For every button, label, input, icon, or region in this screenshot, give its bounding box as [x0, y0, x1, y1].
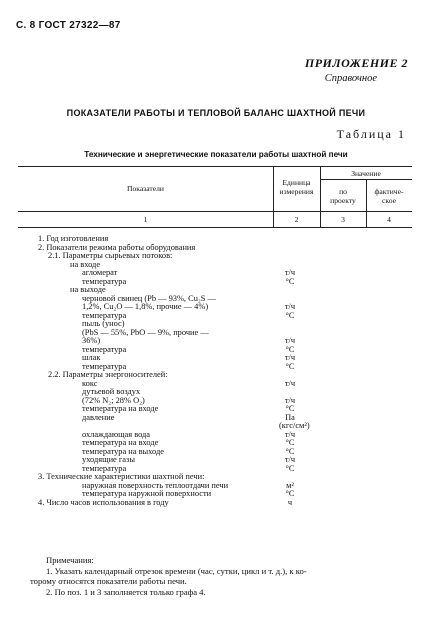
row-label: наружная поверхность теплоотдачи печи [82, 480, 229, 490]
table-row [0, 278, 432, 287]
table-row [0, 354, 432, 363]
table-row [0, 252, 432, 261]
row-unit: т/ч [284, 378, 296, 388]
page-header: С. 8 ГОСТ 27322—87 [16, 20, 121, 31]
row-label: черновой свинец (Pb — 93%, Cu₂S — [82, 293, 216, 303]
row-unit: т/ч [284, 336, 296, 345]
document-title: ПОКАЗАТЕЛИ РАБОТЫ И ТЕПЛОВОЙ БАЛАНС ШАХТНОЙ ПЕЧИ [66, 108, 366, 118]
row-label: температура [82, 310, 127, 320]
header-value-group: Значение [351, 169, 381, 178]
row-unit: °С [285, 276, 295, 286]
table-row [0, 482, 432, 491]
table-header [18, 166, 412, 228]
header-project-line2: проекту [330, 196, 356, 205]
row-label: уходящие газы [82, 455, 135, 464]
row-unit: °С [285, 310, 295, 320]
row-label: 2.2. Параметры энергоносителей: [48, 370, 168, 379]
header-unit-line1: Единица [282, 178, 311, 187]
column-number: 4 [387, 215, 391, 224]
row-unit: °С [285, 463, 295, 473]
header-actual-line2: ское [382, 196, 396, 205]
row-label: (72% N₂; 28% O₂) [82, 395, 145, 405]
row-unit: °С [285, 404, 295, 413]
row-unit: °С [285, 446, 295, 456]
row-label: агломерат [82, 268, 118, 277]
header-actual-line1: фактиче- [374, 187, 404, 196]
note-1-line1: 1. Указать календарный отрезок времени (час, сутки, цикл и т. д.), к ко- [46, 566, 307, 576]
row-label: температура на выходе [82, 446, 164, 456]
row-label: 2.1. Параметры сырьевых потоков: [48, 251, 173, 260]
row-label: давление [82, 412, 115, 422]
row-unit: (кгс/см²) [279, 421, 310, 430]
row-unit: т/ч [284, 353, 296, 362]
column-number: 3 [341, 215, 345, 224]
table-body [0, 235, 432, 507]
table-row [0, 312, 432, 321]
row-unit: °С [285, 489, 295, 498]
header-project [320, 187, 366, 205]
table-caption: Технические и энергетические показатели работы шахтной печи [84, 150, 348, 159]
table-row [0, 499, 432, 508]
table-row [0, 405, 432, 414]
row-label: температура [82, 344, 127, 354]
table-row [0, 329, 432, 338]
table-row [0, 303, 432, 312]
table-label: Таблица 1 [336, 127, 406, 141]
row-label: 1. Год изготовления [38, 234, 109, 243]
table-row [0, 397, 432, 406]
table-row [0, 286, 432, 295]
header-unit-line2: измерения [279, 187, 314, 196]
row-label: на выходе [70, 285, 106, 294]
row-unit: °С [285, 438, 295, 447]
row-label: температура на входе [82, 438, 159, 447]
row-label: дутьевой воздух [82, 387, 141, 396]
row-label: 36%) [82, 336, 101, 345]
row-label: 2. Показатели режима работы оборудования [38, 242, 196, 252]
table-row [0, 422, 432, 431]
note-1-line2: торому относятся показатели работы печи. [30, 576, 187, 586]
header-unit [273, 178, 320, 196]
appendix-subtitle: Справочное [324, 73, 377, 84]
row-label: 4. Число часов использования в году [38, 497, 169, 507]
row-label: (PbS — 55%, PbO — 9%, прочие — [82, 327, 209, 337]
row-unit: Па [285, 412, 295, 422]
table-row [0, 431, 432, 440]
note-2: 2. По поз. 1 и 3 заполняется только графа 4. [46, 587, 206, 597]
table-row [0, 448, 432, 457]
table-row [0, 371, 432, 380]
row-label: температура [82, 463, 127, 473]
table-row [0, 261, 432, 270]
row-label: охлаждающая вода [82, 429, 151, 439]
row-unit: т/ч [284, 302, 296, 311]
row-unit: м² [286, 480, 294, 490]
row-unit: т/ч [284, 395, 296, 405]
header-actual [366, 187, 412, 205]
table-row [0, 269, 432, 278]
row-label: температура на входе [82, 404, 159, 413]
table-row [0, 295, 432, 304]
table-row [0, 456, 432, 465]
table-row [0, 380, 432, 389]
table-row [0, 337, 432, 346]
column-number: 2 [294, 215, 299, 224]
row-label: на входе [70, 259, 101, 269]
table-row [0, 439, 432, 448]
notes-title: Примечания: [46, 555, 94, 565]
row-label: пыль (унос) [82, 319, 125, 328]
row-label: шлак [82, 353, 101, 362]
row-unit: т/ч [284, 455, 296, 464]
table-row [0, 346, 432, 355]
row-label: 1,2%, Cu₂O — 1,8%, прочие — 4%) [82, 302, 209, 311]
table-row [0, 320, 432, 329]
table-bottom-rule [18, 227, 412, 228]
row-label: температура наружной поверхности [82, 489, 212, 498]
table-row [0, 414, 432, 423]
row-unit: т/ч [284, 429, 296, 439]
row-label: температура [82, 361, 127, 371]
row-label: температура [82, 276, 127, 286]
column-number: 1 [143, 215, 148, 224]
table-divider [18, 211, 412, 212]
row-label: 3. Технические характеристики шахтной печи: [38, 472, 205, 481]
row-label: кокс [82, 378, 98, 388]
header-project-line1: по [339, 187, 347, 196]
table-row [0, 388, 432, 397]
row-unit: ч [287, 497, 293, 507]
row-unit: °С [285, 361, 295, 371]
appendix-title: ПРИЛОЖЕНИЕ 2 [304, 56, 408, 70]
row-unit: т/ч [284, 268, 296, 277]
table-top-rule [18, 166, 412, 167]
row-unit: °С [285, 344, 295, 354]
header-indicators: Показатели [127, 184, 164, 193]
